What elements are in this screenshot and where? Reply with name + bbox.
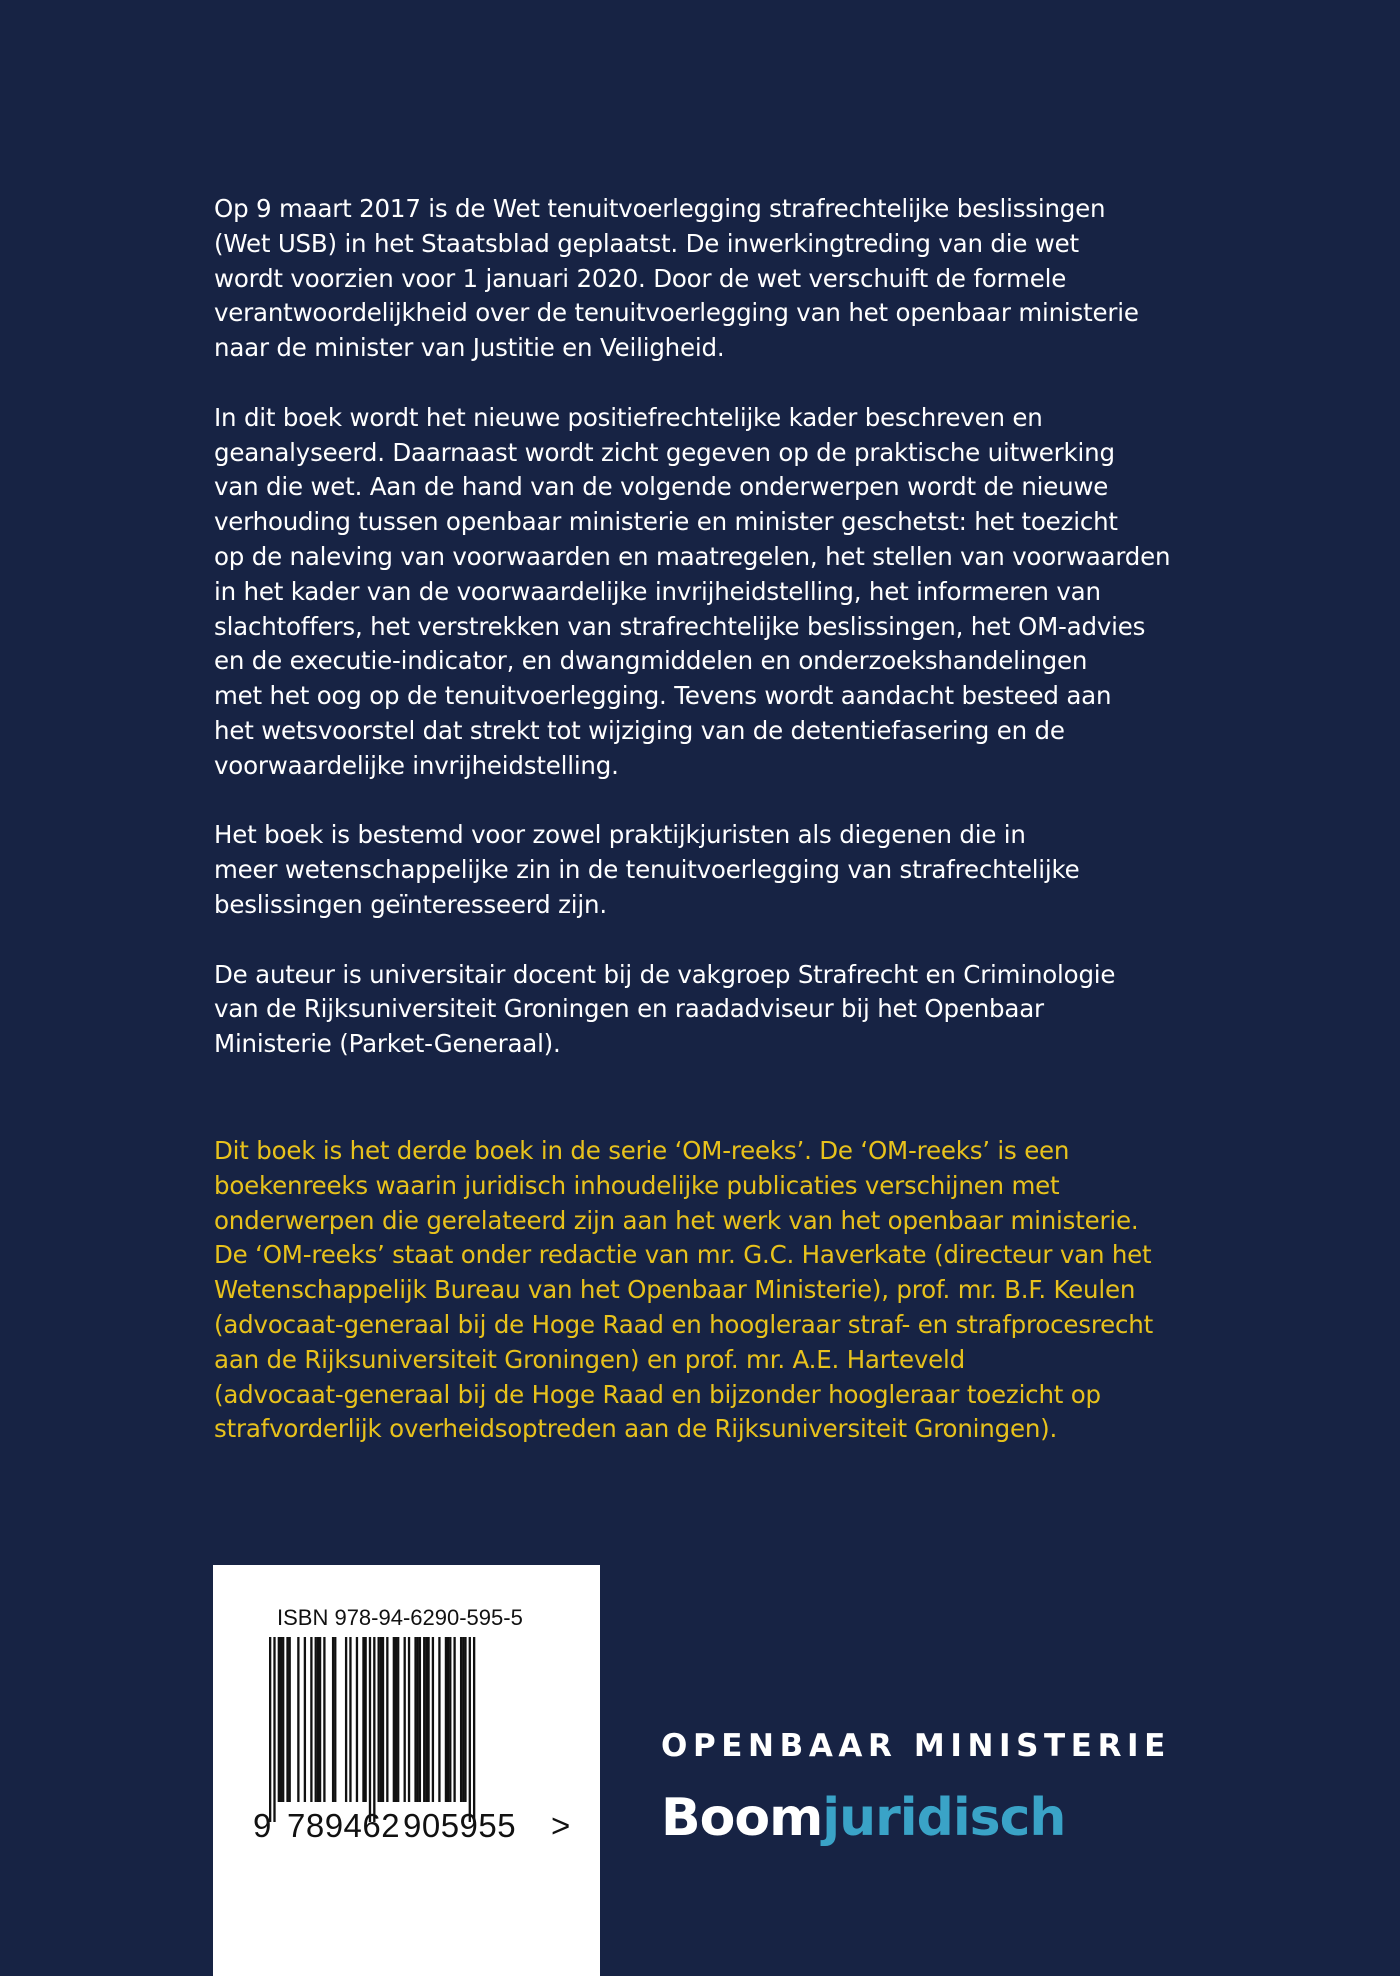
barcode-bar <box>393 1637 395 1802</box>
barcode-bar <box>462 1637 464 1802</box>
paragraph-contents <box>214 401 1174 784</box>
barcode-bar <box>289 1637 291 1802</box>
barcode-bar <box>408 1637 410 1802</box>
text-line: verhouding tussen openbaar ministerie en minister geschetst: het toezicht <box>214 507 1118 537</box>
isbn-barcode-panel <box>213 1565 600 1976</box>
barcode-bar <box>464 1637 466 1802</box>
barcode-bar <box>414 1637 416 1802</box>
barcode-bar <box>297 1637 299 1802</box>
text-line: Het boek is bestemd voor zowel praktijkjuristen als diegenen die in <box>214 820 1026 850</box>
barcode-lead-digit: 9 <box>253 1807 272 1844</box>
series-note <box>214 1134 1194 1447</box>
text-line: (advocaat-generaal bij de Hoge Raad en hoogleraar straf- en strafprocesrecht <box>214 1309 1154 1339</box>
text-line: van de Rijksuniversiteit Groningen en raadadviseur bij het Openbaar <box>214 994 1044 1024</box>
barcode-bar <box>317 1637 319 1802</box>
text-line: Dit boek is het derde boek in de serie ‘OM-reeks’. De ‘OM-reeks’ is een <box>214 1136 1070 1165</box>
barcode-bar <box>364 1637 366 1802</box>
text-line: verantwoordelijkheid over de tenuitvoerlegging van het openbaar ministerie <box>214 298 1139 328</box>
barcode-bar <box>469 1637 471 1822</box>
barcode-bar <box>473 1637 475 1822</box>
barcode-bar <box>397 1637 399 1802</box>
text-line: boekenreeks waarin juridisch inhoudelijke publicaties verschijnen met <box>214 1170 1060 1200</box>
text-line: (Wet USB) in het Staatsblad geplaatst. De inwerkingtreding van die wet <box>214 228 1079 258</box>
barcode-bar <box>432 1637 434 1802</box>
barcode-bar <box>447 1637 449 1802</box>
barcode-bar <box>386 1637 388 1802</box>
text-line: in het kader van de voorwaardelijke invrijheidstelling, het informeren van <box>214 576 1101 606</box>
isbn-label: ISBN 978-94-6290-595-5 <box>277 1605 523 1630</box>
text-line: meer wetenschappelijke zin in de tenuitvoerlegging van strafrechtelijke <box>214 855 1080 885</box>
barcode-bar <box>362 1637 364 1802</box>
text-line: aan de Rijksuniversiteit Groningen) en prof. mr. A.E. Harteveld <box>214 1344 966 1374</box>
barcode-bar <box>417 1637 419 1802</box>
barcode-bar <box>286 1637 288 1802</box>
barcode-bar <box>438 1637 440 1802</box>
text-line: naar de minister van Justitie en Veiligheid. <box>214 333 725 363</box>
text-line: van die wet. Aan de hand van de volgende onderwerpen wordt de nieuwe <box>214 472 1109 502</box>
barcode-bar <box>380 1637 382 1802</box>
text-line: strafvorderlijk overheidsoptreden aan de Rijksuniversiteit Groningen). <box>214 1414 1058 1444</box>
text-line: wordt voorzien voor 1 januari 2020. Door de wet verschuift de formele <box>214 263 1067 293</box>
barcode-bar <box>373 1637 375 1822</box>
barcode-bar <box>332 1637 334 1802</box>
barcode-bar <box>369 1637 371 1822</box>
barcode-bar <box>273 1637 275 1822</box>
barcode-digit-group-1: 789462 <box>287 1807 401 1844</box>
barcode-bar <box>334 1637 336 1802</box>
juridisch-logo-part: juridisch <box>822 1788 1066 1848</box>
barcode-bar <box>282 1637 284 1802</box>
text-line: (advocaat-generaal bij de Hoge Raad en bijzonder hoogleraar toezicht op <box>214 1379 1101 1409</box>
text-line: met het oog op de tenuitvoerlegging. Tevens wordt aandacht besteed aan <box>214 681 1112 711</box>
barcode-bar <box>425 1637 427 1802</box>
paragraph-audience <box>214 818 1174 922</box>
barcode-bar <box>395 1637 397 1802</box>
barcode-bar <box>460 1637 462 1802</box>
barcode-bar <box>419 1637 421 1802</box>
barcode-graphic <box>213 1565 600 1976</box>
barcode-bar <box>315 1637 317 1802</box>
barcode-bar <box>310 1637 312 1802</box>
text-line: het wetsvoorstel dat strekt tot wijziging van de detentiefasering en de <box>214 715 1065 745</box>
text-line: Op 9 maart 2017 is de Wet tenuitvoerlegging strafrechtelijke beslissingen <box>214 194 1106 223</box>
text-line: Ministerie (Parket-Generaal). <box>214 1029 561 1059</box>
text-line: De auteur is universitair docent bij de vakgroep Strafrecht en Criminologie <box>214 959 1116 989</box>
text-line: op de naleving van voorwaarden en maatregelen, het stellen van voorwaarden <box>214 541 1171 571</box>
openbaar-ministerie-logo: OPENBAAR MINISTERIE <box>661 1728 1171 1764</box>
barcode-bar <box>278 1637 280 1802</box>
barcode-bar <box>453 1637 455 1802</box>
text-line: onderwerpen die gerelateerd zijn aan het werk van het openbaar ministerie. <box>214 1205 1139 1235</box>
barcode-bar <box>356 1637 358 1802</box>
barcode-bar <box>445 1637 447 1802</box>
barcode-bar <box>427 1637 429 1802</box>
barcode-bar <box>323 1637 325 1802</box>
text-line: beslissingen geïnteresseerd zijn. <box>214 889 607 919</box>
barcode-bar <box>345 1637 347 1802</box>
text-line: geanalyseerd. Daarnaast wordt zicht gegeven op de praktische uitwerking <box>214 437 1115 467</box>
barcode-bar <box>382 1637 384 1802</box>
text-line: slachtoffers, het verstrekken van strafrechtelijke beslissingen, het OM-advies <box>214 611 1146 641</box>
boom-logo-part: Boom <box>661 1788 823 1848</box>
barcode-bar <box>449 1637 451 1802</box>
barcode-digit-group-2: 905955 <box>403 1807 517 1844</box>
barcode-bar <box>423 1637 425 1802</box>
blurb-text <box>214 192 1174 1062</box>
barcode-bar <box>269 1637 271 1822</box>
text-line: In dit boek wordt het nieuwe positiefrechtelijke kader beschreven en <box>214 402 1043 432</box>
text-line: voorwaardelijke invrijheidstelling. <box>214 750 619 780</box>
barcode-bar <box>404 1637 406 1802</box>
barcode-bar <box>304 1637 306 1802</box>
barcode-bar <box>349 1637 351 1802</box>
text-line: De ‘OM-reeks’ staat onder redactie van mr. G.C. Haverkate (directeur van het <box>214 1240 1152 1270</box>
barcode-quiet-zone-arrow: > <box>551 1807 571 1844</box>
barcode-bar <box>319 1637 321 1802</box>
boom-juridisch-logo <box>661 1788 1065 1848</box>
text-line: en de executie-indicator, en dwangmiddelen en onderzoekshandelingen <box>214 646 1088 676</box>
text-line: Wetenschappelijk Bureau van het Openbaar Ministerie), prof. mr. B.F. Keulen <box>214 1275 1136 1305</box>
barcode-bar <box>280 1637 282 1802</box>
paragraph-author <box>214 958 1174 1062</box>
barcode-bar <box>378 1637 380 1802</box>
paragraph-intro <box>214 192 1174 366</box>
